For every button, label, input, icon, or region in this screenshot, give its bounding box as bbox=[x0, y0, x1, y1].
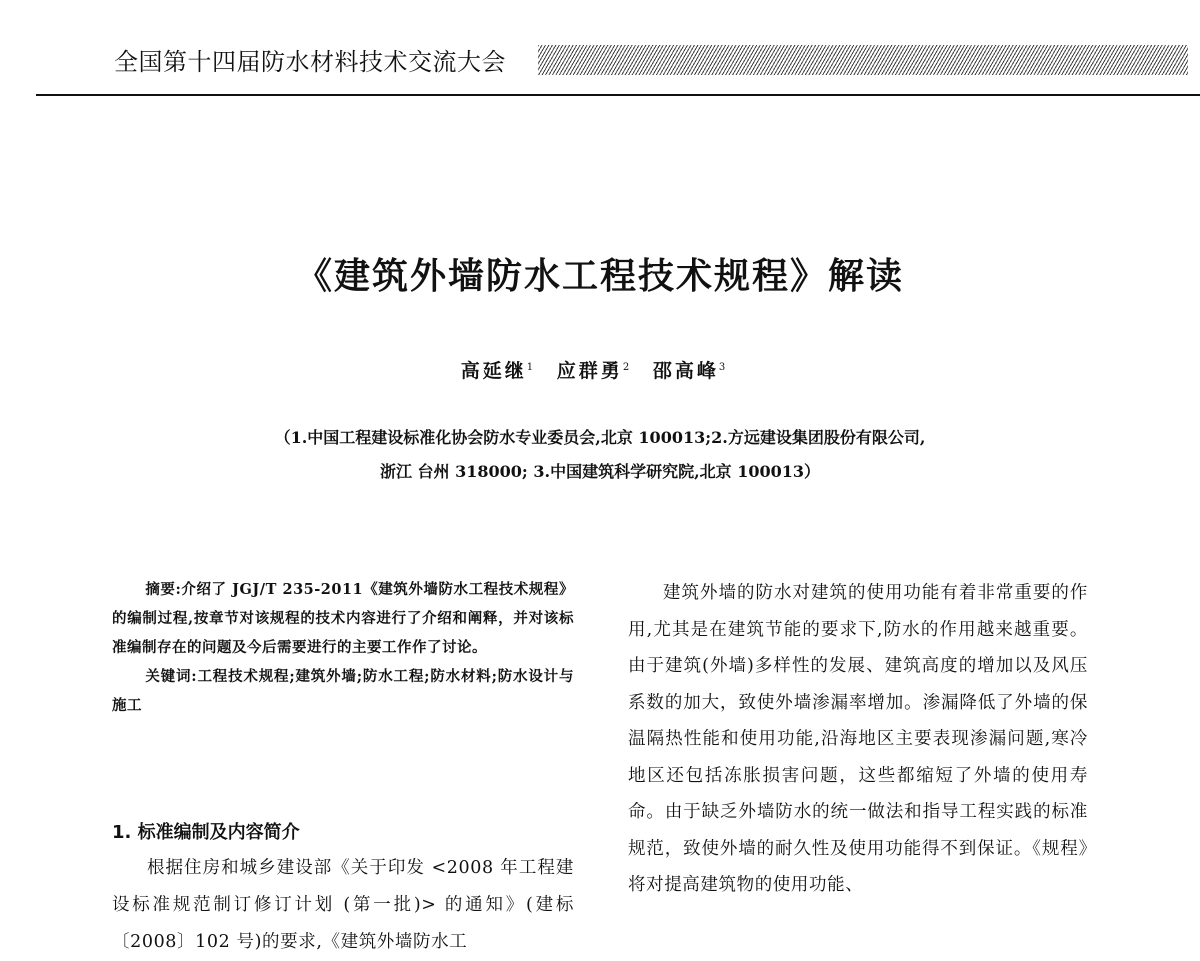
affiliation-line-2: 浙江 台州 318000; 3.中国建筑科学研究院,北京 100013） bbox=[379, 462, 821, 481]
paper-title: 《建筑外墙防水工程技术规程》解读 bbox=[295, 255, 904, 297]
author-name: 应群勇 bbox=[556, 360, 623, 382]
abstract-paragraph bbox=[112, 575, 574, 662]
section-1-body: 根据住房和城乡建设部《关于印发 <2008 年工程建设标准规范制订修订计划 (第一批)> 的通知》(建标〔2008〕102 号)的要求,《建筑外墙防水工 bbox=[112, 858, 574, 952]
abstract-label: 摘要: bbox=[145, 581, 182, 598]
abstract-block bbox=[112, 575, 574, 720]
conference-header: 全国第十四届防水材料技术交流大会 bbox=[114, 48, 506, 76]
affiliation-line-1: （1.中国工程建设标准化协会防水专业委员会,北京 100013;2.方远建设集团股份有限公司, bbox=[274, 428, 926, 447]
header-divider bbox=[36, 94, 1200, 96]
keywords-text: 工程技术规程;建筑外墙;防水工程;防水材料;防水设计与施工 bbox=[112, 668, 574, 714]
author-list bbox=[0, 356, 1200, 383]
author-name: 邵高峰 bbox=[652, 360, 719, 382]
keywords-paragraph bbox=[112, 662, 574, 720]
abstract-text: 介绍了 JGJ/T 235-2011《建筑外墙防水工程技术规程》的编制过程,按章节对该规程的技术内容进行了介绍和阐释，并对该标准编制存在的问题及今后需要进行的主要工作作了讨论。 bbox=[112, 581, 574, 656]
author-sup: 3 bbox=[718, 361, 726, 373]
author-name: 高延继 bbox=[460, 360, 527, 382]
intro-paragraph: 建筑外墙的防水对建筑的使用功能有着非常重要的作用,尤其是在建筑节能的要求下,防水的作用越来越重要。由于建筑(外墙)多样性的发展、建筑高度的增加以及风压系数的加大，致使外墙渗漏率增加。渗漏降低了外墙的保温隔热性能和使用功能,沿海地区主要表现渗漏问题,寒冷地区还包括冻胀损害问题，这些都缩短了外墙的使用寿命。由于缺乏外墙防水的统一做法和指导工程实践的标准规范，致使外墙的耐久性及使用功能得不到保证。《规程》将对提高建筑物的使用功能、 bbox=[628, 583, 1088, 895]
author-sup: 1 bbox=[526, 361, 534, 373]
keywords-label: 关键词: bbox=[145, 668, 198, 685]
section-1-heading: 1. 标准编制及内容简介 bbox=[112, 822, 300, 843]
author-sup: 2 bbox=[622, 361, 630, 373]
header-hatch-decoration bbox=[538, 45, 1188, 75]
